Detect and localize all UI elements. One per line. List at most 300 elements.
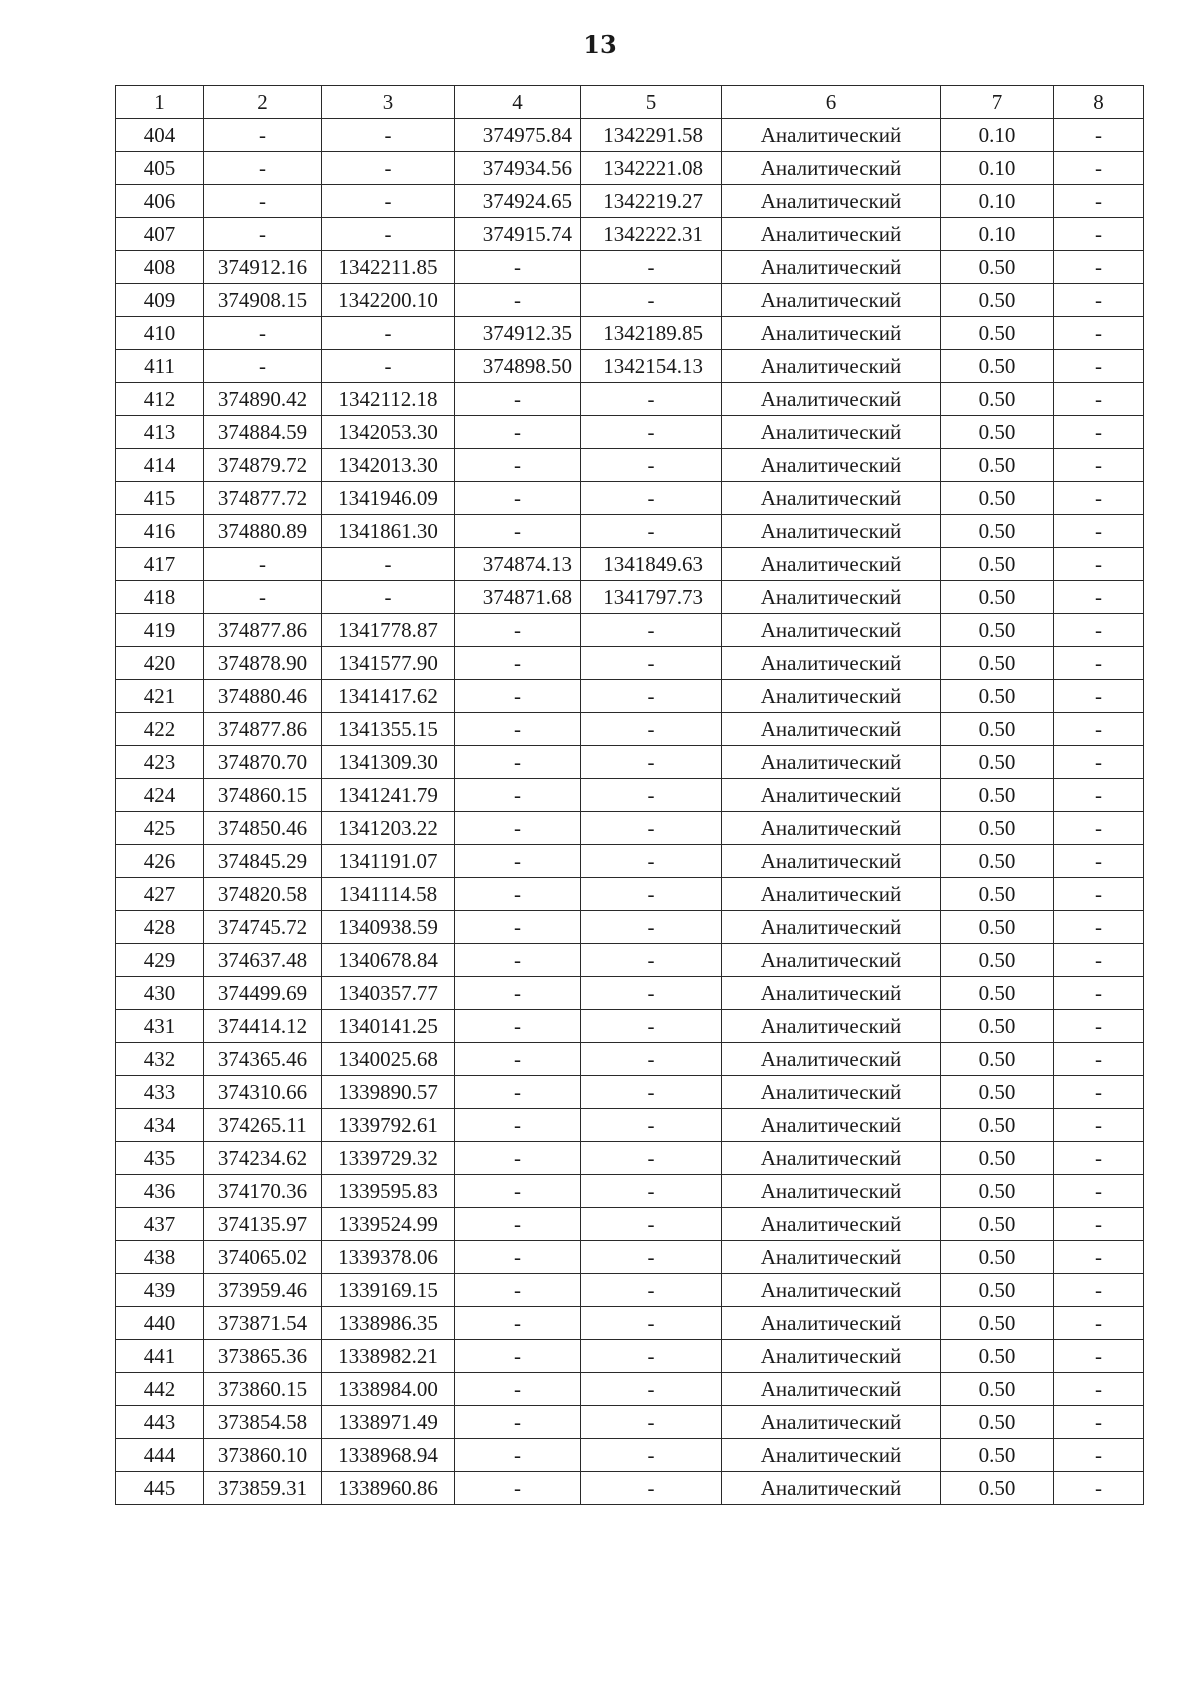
table-cell-col-5: -	[581, 1307, 722, 1340]
table-cell-col-4: -	[455, 1175, 581, 1208]
table-cell-col-1: 427	[116, 878, 204, 911]
column-header-1: 1	[116, 86, 204, 119]
column-header-5: 5	[581, 86, 722, 119]
table-row	[116, 647, 1144, 680]
table-cell-col-3: -	[322, 317, 455, 350]
table-cell-col-4: -	[455, 1109, 581, 1142]
table-cell-col-4: -	[455, 1241, 581, 1274]
table-cell-col-3: 1341114.58	[322, 878, 455, 911]
table-cell-col-5: 1342219.27	[581, 185, 722, 218]
table-cell-col-8: -	[1054, 746, 1144, 779]
table-cell-col-3: -	[322, 152, 455, 185]
table-cell-col-6: Аналитический	[722, 812, 941, 845]
table-cell-col-2: 374877.72	[204, 482, 322, 515]
table-cell-col-6: Аналитический	[722, 482, 941, 515]
table-cell-col-2: 373871.54	[204, 1307, 322, 1340]
table-cell-col-8: -	[1054, 152, 1144, 185]
table-cell-col-7: 0.50	[941, 614, 1054, 647]
table-cell-col-5: -	[581, 284, 722, 317]
table-row	[116, 1142, 1144, 1175]
table-header-row	[116, 86, 1144, 119]
table-cell-col-1: 407	[116, 218, 204, 251]
table-cell-col-4: -	[455, 1406, 581, 1439]
table-cell-col-2: 374845.29	[204, 845, 322, 878]
table-cell-col-5: -	[581, 1340, 722, 1373]
table-row	[116, 1109, 1144, 1142]
table-cell-col-4: 374898.50	[455, 350, 581, 383]
table-cell-col-1: 406	[116, 185, 204, 218]
table-row	[116, 977, 1144, 1010]
table-cell-col-2: 374880.89	[204, 515, 322, 548]
table-cell-col-5: -	[581, 878, 722, 911]
table-cell-col-5: -	[581, 416, 722, 449]
table-row	[116, 119, 1144, 152]
table-cell-col-1: 420	[116, 647, 204, 680]
table-cell-col-7: 0.10	[941, 185, 1054, 218]
table-cell-col-6: Аналитический	[722, 383, 941, 416]
table-row	[116, 1076, 1144, 1109]
table-cell-col-4: -	[455, 1439, 581, 1472]
table-cell-col-4: 374934.56	[455, 152, 581, 185]
table-cell-col-8: -	[1054, 812, 1144, 845]
table-cell-col-8: -	[1054, 218, 1144, 251]
table-cell-col-5: -	[581, 1043, 722, 1076]
table-cell-col-6: Аналитический	[722, 1373, 941, 1406]
table-cell-col-4: -	[455, 812, 581, 845]
table-row	[116, 944, 1144, 977]
table-row	[116, 185, 1144, 218]
table-cell-col-4: -	[455, 713, 581, 746]
table-cell-col-2: -	[204, 317, 322, 350]
table-cell-col-3: 1342053.30	[322, 416, 455, 449]
table-cell-col-6: Аналитический	[722, 1076, 941, 1109]
table-cell-col-5: -	[581, 1439, 722, 1472]
page-number: 13	[583, 30, 617, 59]
table-cell-col-3: -	[322, 581, 455, 614]
table-cell-col-6: Аналитический	[722, 185, 941, 218]
table-cell-col-2: -	[204, 581, 322, 614]
table-cell-col-3: 1341861.30	[322, 515, 455, 548]
table-cell-col-1: 441	[116, 1340, 204, 1373]
table-cell-col-8: -	[1054, 845, 1144, 878]
table-cell-col-2: 374234.62	[204, 1142, 322, 1175]
table-row	[116, 1340, 1144, 1373]
table-cell-col-5: -	[581, 449, 722, 482]
table-cell-col-7: 0.50	[941, 1010, 1054, 1043]
table-cell-col-2: 374850.46	[204, 812, 322, 845]
table-cell-col-8: -	[1054, 449, 1144, 482]
table-row	[116, 548, 1144, 581]
table-cell-col-6: Аналитический	[722, 284, 941, 317]
table-cell-col-8: -	[1054, 1142, 1144, 1175]
table-row	[116, 911, 1144, 944]
table-cell-col-4: -	[455, 614, 581, 647]
table-cell-col-1: 436	[116, 1175, 204, 1208]
table-cell-col-7: 0.50	[941, 1307, 1054, 1340]
table-cell-col-4: -	[455, 680, 581, 713]
table-cell-col-2: 374877.86	[204, 713, 322, 746]
table-row	[116, 812, 1144, 845]
table-cell-col-2: -	[204, 185, 322, 218]
table-cell-col-7: 0.50	[941, 449, 1054, 482]
table-cell-col-7: 0.10	[941, 152, 1054, 185]
table-cell-col-5: 1341797.73	[581, 581, 722, 614]
table-cell-col-3: 1341577.90	[322, 647, 455, 680]
table-cell-col-1: 408	[116, 251, 204, 284]
table-row	[116, 1010, 1144, 1043]
table-cell-col-6: Аналитический	[722, 218, 941, 251]
table-cell-col-7: 0.50	[941, 944, 1054, 977]
table-cell-col-8: -	[1054, 1406, 1144, 1439]
table-cell-col-5: -	[581, 1472, 722, 1505]
table-cell-col-1: 444	[116, 1439, 204, 1472]
table-cell-col-2: 374908.15	[204, 284, 322, 317]
column-header-7: 7	[941, 86, 1054, 119]
table-cell-col-5: -	[581, 911, 722, 944]
table-row	[116, 1472, 1144, 1505]
table-row	[116, 482, 1144, 515]
table-cell-col-8: -	[1054, 317, 1144, 350]
table-cell-col-1: 418	[116, 581, 204, 614]
table-cell-col-7: 0.50	[941, 845, 1054, 878]
table-cell-col-4: -	[455, 383, 581, 416]
table-cell-col-2: 374170.36	[204, 1175, 322, 1208]
column-header-6: 6	[722, 86, 941, 119]
table-cell-col-8: -	[1054, 977, 1144, 1010]
table-cell-col-2: 374912.16	[204, 251, 322, 284]
table-cell-col-8: -	[1054, 878, 1144, 911]
table-cell-col-4: 374915.74	[455, 218, 581, 251]
table-cell-col-2: -	[204, 152, 322, 185]
table-cell-col-1: 413	[116, 416, 204, 449]
table-cell-col-4: 374871.68	[455, 581, 581, 614]
table-cell-col-3: 1338968.94	[322, 1439, 455, 1472]
table-cell-col-3: 1341778.87	[322, 614, 455, 647]
table-cell-col-7: 0.50	[941, 548, 1054, 581]
table-cell-col-2: 374879.72	[204, 449, 322, 482]
table-cell-col-2: 374365.46	[204, 1043, 322, 1076]
table-cell-col-8: -	[1054, 713, 1144, 746]
table-cell-col-5: 1342291.58	[581, 119, 722, 152]
table-cell-col-5: -	[581, 1406, 722, 1439]
table-cell-col-8: -	[1054, 581, 1144, 614]
table-row	[116, 746, 1144, 779]
table-cell-col-8: -	[1054, 1109, 1144, 1142]
table-cell-col-6: Аналитический	[722, 1142, 941, 1175]
table-row	[116, 1373, 1144, 1406]
table-cell-col-3: 1341417.62	[322, 680, 455, 713]
table-row	[116, 614, 1144, 647]
table-cell-col-7: 0.50	[941, 515, 1054, 548]
table-cell-col-2: 374745.72	[204, 911, 322, 944]
table-cell-col-1: 405	[116, 152, 204, 185]
table-cell-col-2: -	[204, 350, 322, 383]
table-row	[116, 1307, 1144, 1340]
table-cell-col-1: 417	[116, 548, 204, 581]
table-cell-col-1: 435	[116, 1142, 204, 1175]
table-cell-col-4: -	[455, 878, 581, 911]
table-cell-col-3: 1341203.22	[322, 812, 455, 845]
table-cell-col-3: 1342200.10	[322, 284, 455, 317]
table-cell-col-7: 0.50	[941, 383, 1054, 416]
table-cell-col-4: -	[455, 1274, 581, 1307]
table-row	[116, 449, 1144, 482]
table-cell-col-3: 1339729.32	[322, 1142, 455, 1175]
table-row	[116, 845, 1144, 878]
table-cell-col-6: Аналитический	[722, 1109, 941, 1142]
table-cell-col-6: Аналитический	[722, 878, 941, 911]
table-cell-col-6: Аналитический	[722, 647, 941, 680]
table-cell-col-8: -	[1054, 119, 1144, 152]
table-cell-col-1: 421	[116, 680, 204, 713]
table-cell-col-6: Аналитический	[722, 548, 941, 581]
table-cell-col-7: 0.50	[941, 581, 1054, 614]
table-cell-col-6: Аналитический	[722, 449, 941, 482]
table-row	[116, 779, 1144, 812]
table-cell-col-8: -	[1054, 251, 1144, 284]
table-cell-col-5: -	[581, 1241, 722, 1274]
table-cell-col-1: 423	[116, 746, 204, 779]
table-cell-col-3: 1342112.18	[322, 383, 455, 416]
table-cell-col-3: 1340025.68	[322, 1043, 455, 1076]
table-cell-col-5: -	[581, 647, 722, 680]
table-row	[116, 581, 1144, 614]
table-cell-col-1: 419	[116, 614, 204, 647]
table-cell-col-2: 374880.46	[204, 680, 322, 713]
table-cell-col-3: 1338986.35	[322, 1307, 455, 1340]
table-row	[116, 515, 1144, 548]
table-row	[116, 1439, 1144, 1472]
table-cell-col-6: Аналитический	[722, 581, 941, 614]
table-cell-col-3: 1338960.86	[322, 1472, 455, 1505]
table-cell-col-5: 1342154.13	[581, 350, 722, 383]
table-cell-col-5: -	[581, 779, 722, 812]
table-cell-col-6: Аналитический	[722, 1043, 941, 1076]
table-cell-col-4: -	[455, 977, 581, 1010]
table-cell-col-6: Аналитический	[722, 350, 941, 383]
table-row	[116, 383, 1144, 416]
table-cell-col-1: 430	[116, 977, 204, 1010]
table-cell-col-8: -	[1054, 515, 1144, 548]
table-cell-col-6: Аналитический	[722, 1208, 941, 1241]
table-cell-col-8: -	[1054, 548, 1144, 581]
table-cell-col-5: -	[581, 1010, 722, 1043]
table-cell-col-8: -	[1054, 779, 1144, 812]
table-cell-col-7: 0.50	[941, 977, 1054, 1010]
table-cell-col-1: 433	[116, 1076, 204, 1109]
table-cell-col-2: 374884.59	[204, 416, 322, 449]
table-cell-col-6: Аналитический	[722, 944, 941, 977]
table-cell-col-8: -	[1054, 1076, 1144, 1109]
table-cell-col-2: 373854.58	[204, 1406, 322, 1439]
table-cell-col-2: 374877.86	[204, 614, 322, 647]
table-cell-col-8: -	[1054, 383, 1144, 416]
table-cell-col-6: Аналитический	[722, 515, 941, 548]
table-cell-col-1: 410	[116, 317, 204, 350]
table-cell-col-5: -	[581, 515, 722, 548]
table-cell-col-4: 374975.84	[455, 119, 581, 152]
table-cell-col-1: 428	[116, 911, 204, 944]
table-cell-col-3: 1338982.21	[322, 1340, 455, 1373]
table-cell-col-5: -	[581, 383, 722, 416]
table-cell-col-8: -	[1054, 1439, 1144, 1472]
table-cell-col-6: Аналитический	[722, 416, 941, 449]
table-cell-col-3: 1341355.15	[322, 713, 455, 746]
table-cell-col-5: -	[581, 1109, 722, 1142]
table-cell-col-1: 412	[116, 383, 204, 416]
table-cell-col-1: 425	[116, 812, 204, 845]
table-cell-col-4: -	[455, 284, 581, 317]
table-cell-col-1: 445	[116, 1472, 204, 1505]
table-cell-col-6: Аналитический	[722, 746, 941, 779]
table-cell-col-4: -	[455, 1043, 581, 1076]
table-row	[116, 1208, 1144, 1241]
table-cell-col-6: Аналитический	[722, 119, 941, 152]
table-cell-col-2: 374637.48	[204, 944, 322, 977]
table-cell-col-3: 1342013.30	[322, 449, 455, 482]
table-cell-col-6: Аналитический	[722, 1340, 941, 1373]
table-cell-col-8: -	[1054, 416, 1144, 449]
table-cell-col-6: Аналитический	[722, 911, 941, 944]
table-cell-col-4: -	[455, 1208, 581, 1241]
table-cell-col-6: Аналитический	[722, 1439, 941, 1472]
table-cell-col-5: -	[581, 944, 722, 977]
column-header-8: 8	[1054, 86, 1144, 119]
table-cell-col-8: -	[1054, 1043, 1144, 1076]
table-cell-col-6: Аналитический	[722, 977, 941, 1010]
table-cell-col-5: -	[581, 251, 722, 284]
table-row	[116, 1175, 1144, 1208]
table-cell-col-8: -	[1054, 1472, 1144, 1505]
table-row	[116, 878, 1144, 911]
table-cell-col-3: 1341309.30	[322, 746, 455, 779]
table-cell-col-2: 374414.12	[204, 1010, 322, 1043]
table-cell-col-3: 1341946.09	[322, 482, 455, 515]
table-cell-col-1: 438	[116, 1241, 204, 1274]
table-cell-col-3: 1339792.61	[322, 1109, 455, 1142]
table-row	[116, 317, 1144, 350]
table-cell-col-3: 1340938.59	[322, 911, 455, 944]
column-header-3: 3	[322, 86, 455, 119]
table-cell-col-8: -	[1054, 1373, 1144, 1406]
table-cell-col-1: 429	[116, 944, 204, 977]
table-cell-col-7: 0.50	[941, 911, 1054, 944]
table-cell-col-7: 0.50	[941, 1472, 1054, 1505]
table-row	[116, 680, 1144, 713]
table-cell-col-1: 424	[116, 779, 204, 812]
table-cell-col-7: 0.50	[941, 878, 1054, 911]
table-cell-col-8: -	[1054, 647, 1144, 680]
table-cell-col-3: 1338971.49	[322, 1406, 455, 1439]
table-cell-col-7: 0.50	[941, 1406, 1054, 1439]
table-cell-col-4: -	[455, 1076, 581, 1109]
table-cell-col-4: -	[455, 911, 581, 944]
table-row	[116, 1241, 1144, 1274]
table-cell-col-8: -	[1054, 1241, 1144, 1274]
table-cell-col-5: -	[581, 746, 722, 779]
table-cell-col-5: -	[581, 1175, 722, 1208]
table-cell-col-7: 0.50	[941, 416, 1054, 449]
table-cell-col-6: Аналитический	[722, 1241, 941, 1274]
table-cell-col-2: 374878.90	[204, 647, 322, 680]
table-cell-col-1: 443	[116, 1406, 204, 1439]
table-row	[116, 251, 1144, 284]
table-row	[116, 284, 1144, 317]
table-cell-col-6: Аналитический	[722, 1307, 941, 1340]
table-row	[116, 416, 1144, 449]
table-cell-col-8: -	[1054, 614, 1144, 647]
table-row	[116, 350, 1144, 383]
table-cell-col-7: 0.50	[941, 812, 1054, 845]
table-cell-col-7: 0.50	[941, 746, 1054, 779]
table-cell-col-2: 374499.69	[204, 977, 322, 1010]
table-cell-col-1: 442	[116, 1373, 204, 1406]
table-cell-col-7: 0.50	[941, 284, 1054, 317]
table-cell-col-7: 0.50	[941, 1109, 1054, 1142]
table-cell-col-4: 374924.65	[455, 185, 581, 218]
table-cell-col-5: -	[581, 1373, 722, 1406]
table-cell-col-2: 374890.42	[204, 383, 322, 416]
table-cell-col-1: 437	[116, 1208, 204, 1241]
table-cell-col-8: -	[1054, 185, 1144, 218]
table-cell-col-4: 374874.13	[455, 548, 581, 581]
table-cell-col-4: -	[455, 647, 581, 680]
table-cell-col-8: -	[1054, 284, 1144, 317]
table-cell-col-5: -	[581, 1274, 722, 1307]
table-cell-col-7: 0.50	[941, 1142, 1054, 1175]
table-cell-col-2: -	[204, 119, 322, 152]
table-cell-col-7: 0.50	[941, 1439, 1054, 1472]
table-cell-col-8: -	[1054, 1175, 1144, 1208]
table-cell-col-5: 1341849.63	[581, 548, 722, 581]
table-cell-col-6: Аналитический	[722, 1175, 941, 1208]
table-cell-col-5: 1342221.08	[581, 152, 722, 185]
column-header-4: 4	[455, 86, 581, 119]
table-cell-col-4: -	[455, 1142, 581, 1175]
table-cell-col-4: -	[455, 251, 581, 284]
table-cell-col-2: -	[204, 548, 322, 581]
table-cell-col-8: -	[1054, 680, 1144, 713]
table-cell-col-5: -	[581, 713, 722, 746]
table-cell-col-3: 1339890.57	[322, 1076, 455, 1109]
table-cell-col-4: -	[455, 449, 581, 482]
table-cell-col-8: -	[1054, 1208, 1144, 1241]
table-cell-col-3: 1339524.99	[322, 1208, 455, 1241]
table-cell-col-3: -	[322, 350, 455, 383]
table-cell-col-6: Аналитический	[722, 680, 941, 713]
table-cell-col-6: Аналитический	[722, 779, 941, 812]
table-cell-col-7: 0.50	[941, 680, 1054, 713]
table-cell-col-8: -	[1054, 1340, 1144, 1373]
table-cell-col-4: -	[455, 779, 581, 812]
table-cell-col-6: Аналитический	[722, 614, 941, 647]
table-cell-col-4: -	[455, 746, 581, 779]
table-cell-col-5: -	[581, 1076, 722, 1109]
table-cell-col-3: 1339595.83	[322, 1175, 455, 1208]
table-cell-col-7: 0.50	[941, 1076, 1054, 1109]
table-cell-col-3: -	[322, 119, 455, 152]
table-cell-col-5: -	[581, 680, 722, 713]
table-cell-col-1: 404	[116, 119, 204, 152]
table-row	[116, 1043, 1144, 1076]
table-cell-col-1: 414	[116, 449, 204, 482]
table-cell-col-7: 0.50	[941, 1208, 1054, 1241]
table-cell-col-5: -	[581, 845, 722, 878]
table-cell-col-3: 1342211.85	[322, 251, 455, 284]
table-cell-col-1: 422	[116, 713, 204, 746]
table-cell-col-2: 373859.31	[204, 1472, 322, 1505]
table-cell-col-5: 1342189.85	[581, 317, 722, 350]
